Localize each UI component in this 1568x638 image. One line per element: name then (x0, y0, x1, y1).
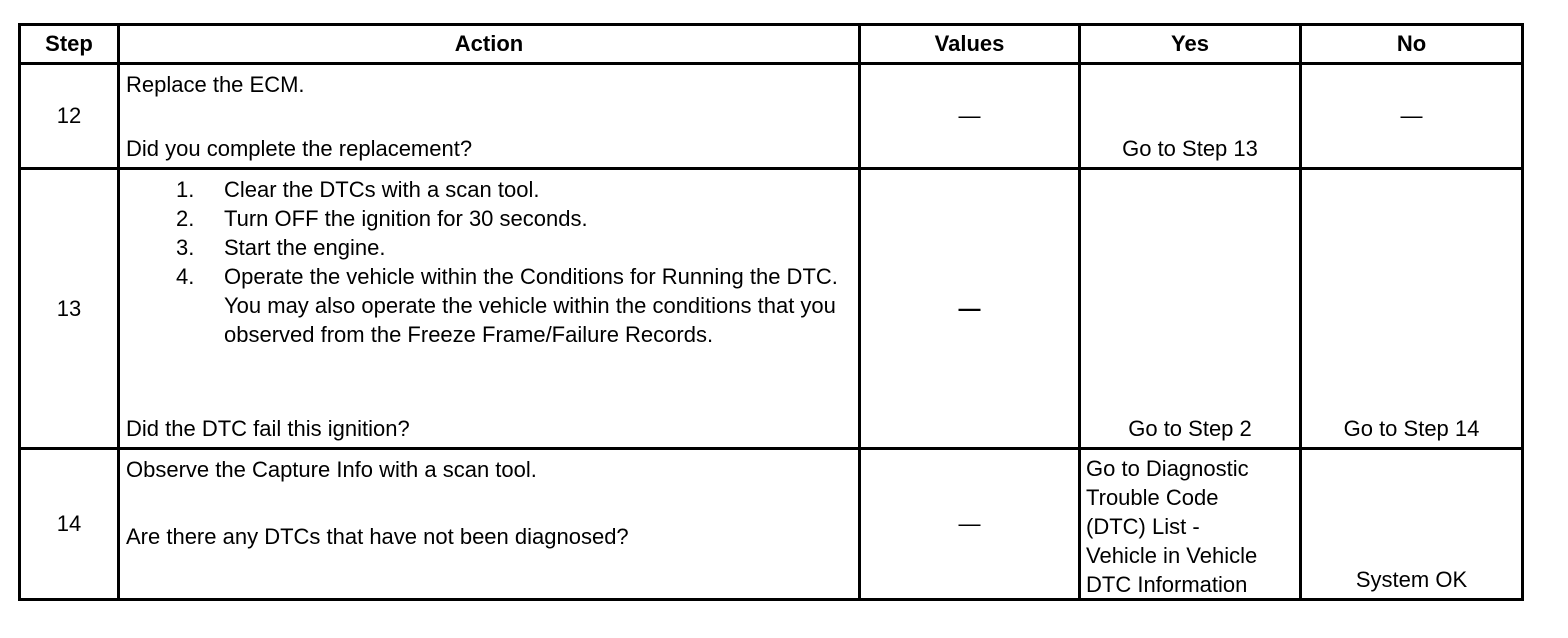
header-action: Action (119, 25, 860, 64)
action-cell (119, 449, 860, 600)
no-cell (1301, 169, 1523, 449)
step-number: 12 (20, 64, 119, 169)
yes-cell (1080, 449, 1301, 600)
action-question: Are there any DTCs that have not been diagnosed? (126, 524, 629, 549)
no-cell (1301, 449, 1523, 600)
yes-cell (1080, 169, 1301, 449)
no-link[interactable]: Go to Step 14 (1343, 416, 1480, 441)
yes-link[interactable]: Go to Step 2 (1128, 416, 1252, 441)
list-item-text: Clear the DTCs with a scan tool. (224, 177, 540, 202)
list-item-text: Turn OFF the ignition for 30 seconds. (224, 206, 588, 231)
step-number: 13 (20, 169, 119, 449)
action-steps-list (120, 175, 858, 349)
step-number: 14 (20, 449, 119, 600)
values-cell: — (860, 449, 1080, 600)
values-cell: — (860, 169, 1080, 449)
no-cell (1301, 64, 1523, 169)
action-cell (119, 64, 860, 169)
list-item (120, 262, 858, 349)
header-no: No (1301, 25, 1523, 64)
list-item-text: Operate the vehicle within the Conditions for Running the DTC. You may also operate the vehicle within the conditions that you observed from the Freeze Frame/Failure Records. (224, 264, 838, 347)
table-row (20, 169, 1523, 449)
action-question: Did you complete the replacement? (126, 136, 473, 161)
list-item (120, 233, 858, 262)
list-item (120, 204, 858, 233)
action-cell (119, 169, 860, 449)
header-yes: Yes (1080, 25, 1301, 64)
header-values: Values (860, 25, 1080, 64)
table-row (20, 64, 1523, 169)
yes-cell (1080, 64, 1301, 169)
table-row (20, 449, 1523, 600)
action-question: Did the DTC fail this ignition? (126, 416, 410, 441)
action-instruction: Replace the ECM. (126, 72, 305, 97)
list-item-text: Start the engine. (224, 235, 386, 260)
no-value: — (1400, 103, 1423, 128)
list-item-number: 1. (176, 177, 195, 202)
list-item-number: 2. (176, 206, 195, 231)
list-item-number: 3. (176, 235, 195, 260)
diagnostic-table (18, 23, 1524, 601)
action-instruction: Observe the Capture Info with a scan tool. (126, 457, 537, 482)
yes-link[interactable]: Go to Step 13 (1122, 136, 1258, 161)
header-row (20, 25, 1523, 64)
no-result: System OK (1355, 567, 1468, 592)
list-item-number: 4. (176, 264, 195, 289)
header-step: Step (20, 25, 119, 64)
list-item (120, 175, 858, 204)
yes-link[interactable]: Go to Diagnostic Trouble Code (DTC) List - Vehicle in Vehicle DTC Information (1086, 456, 1258, 597)
values-cell: — (860, 64, 1080, 169)
